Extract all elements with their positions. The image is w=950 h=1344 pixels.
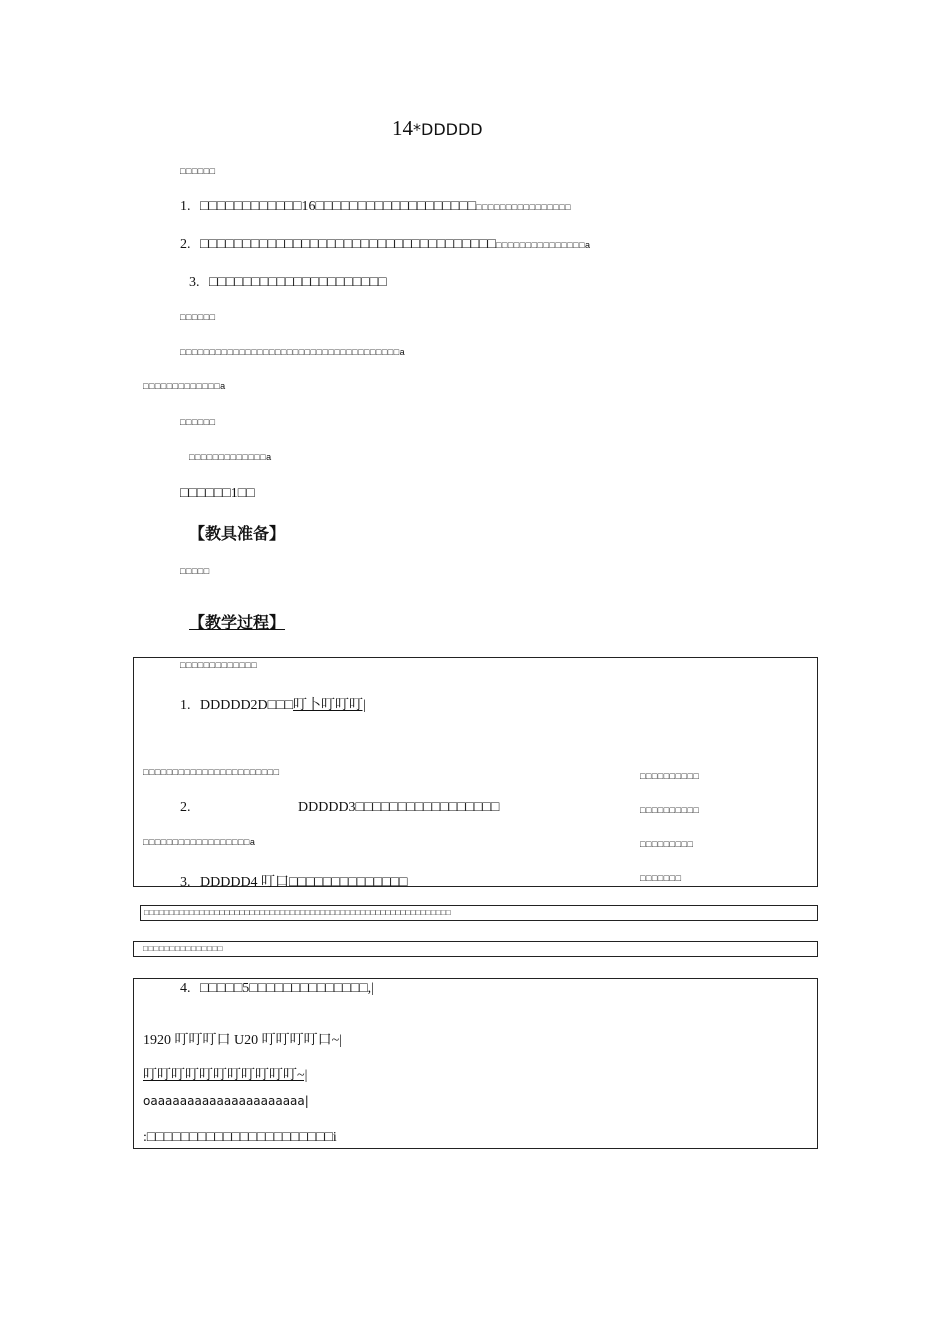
box1-top-label: □□□□□□□□□□□□□ [180, 660, 258, 670]
key-points-text: □□□□□□□□□□□□□□□□□□□□□□□□□□□□□□□□□□□□□a [180, 347, 406, 357]
band-text-2: □□□□□□□□□□□□□□□ [143, 944, 223, 953]
band-text-1: □□□□□□□□□□□□□□□□□□□□□□□□□□□□□□□□□□□□□□□□□□□□□□□□□□□□□□□□□□□□□ [144, 908, 451, 917]
tools-heading: 【教具准备】 [189, 524, 286, 543]
process-heading: 【教学过程】 [189, 613, 286, 632]
item-text: □□□□□5□□□□□□□□□□□□□□ [200, 981, 368, 996]
box1-right-line-4: □□□□□□□ [640, 873, 682, 883]
goal-text-small: □□□□□□□□□□□□□□□a [495, 240, 591, 250]
item-number: 1. [180, 698, 191, 713]
process-item-1 [180, 694, 366, 714]
item-number: 2. [180, 800, 191, 815]
title-text: *DDDDD [413, 120, 483, 139]
box1-right-line-1: □□□□□□□□□□ [640, 771, 700, 781]
box2-line-2: 叮叮叮叮叮叮叮叮叮叮叮~| [143, 1068, 308, 1083]
item-text: DDDDD2D□□□ [200, 698, 294, 713]
box1-left-line-2: □□□□□□□□□□□□□□□□□□a [143, 837, 256, 847]
box2-line-4: :□□□□□□□□□□□□□□□□□□□□□□i [143, 1130, 337, 1145]
goal-text: □□□□□□□□□□□□16□□□□□□□□□□□□□□□□□□□ [200, 199, 477, 214]
section-label-key-points: □□□□□□ [180, 312, 216, 322]
goal-text: □□□□□□□□□□□□□□□□□□□□□□□□□□□□□□□□□□□ [200, 237, 496, 252]
page-title [392, 116, 483, 141]
process-item-2 [180, 800, 499, 816]
goal-number: 3. [189, 275, 200, 290]
goal-item-1 [180, 199, 571, 215]
goal-text-small: □□□□□□□□□□□□□□□□ [476, 202, 572, 212]
box2-line-1: 1920 叮叮叮口 U20 叮叮叮叮口~| [143, 1033, 342, 1048]
box1-left-line: □□□□□□□□□□□□□□□□□□□□□□□ [143, 767, 280, 777]
box1-right-line-3: □□□□□□□□□ [640, 839, 694, 849]
item-text: DDDDD3□□□□□□□□□□□□□□□□□ [298, 800, 500, 815]
item-tail: 叮卜叮叮叮| [293, 698, 366, 713]
box2-line-3: oaaaaaaaaaaaaaaaaaaaaa| [143, 1094, 309, 1108]
goal-item-2 [180, 237, 591, 253]
goal-number: 2. [180, 237, 191, 252]
section-label-goals: □□□□□□ [180, 166, 216, 176]
title-number: 14 [392, 116, 413, 140]
section-label-difficulties: □□□□□□ [180, 417, 216, 427]
item-tail: ,| [367, 981, 374, 996]
goal-item-3 [189, 275, 387, 291]
process-item-4 [180, 981, 374, 997]
process-item-3 [180, 871, 407, 891]
tools-text: □□□□□ [180, 566, 210, 576]
key-points-text-continued: □□□□□□□□□□□□□a [143, 381, 226, 391]
item-text: DDDDD4 叮口□□□□□□□□□□□□□□ [200, 875, 408, 890]
goal-number: 1. [180, 199, 191, 214]
goal-text: □□□□□□□□□□□□□□□□□□□□□ [209, 275, 387, 290]
class-hours: □□□□□□1□□ [180, 486, 255, 501]
box1-right-line-2: □□□□□□□□□□ [640, 805, 700, 815]
difficulties-text: □□□□□□□□□□□□□a [189, 452, 272, 462]
item-number: 3. [180, 875, 191, 890]
band-box-2 [133, 941, 818, 957]
item-number: 4. [180, 981, 191, 996]
